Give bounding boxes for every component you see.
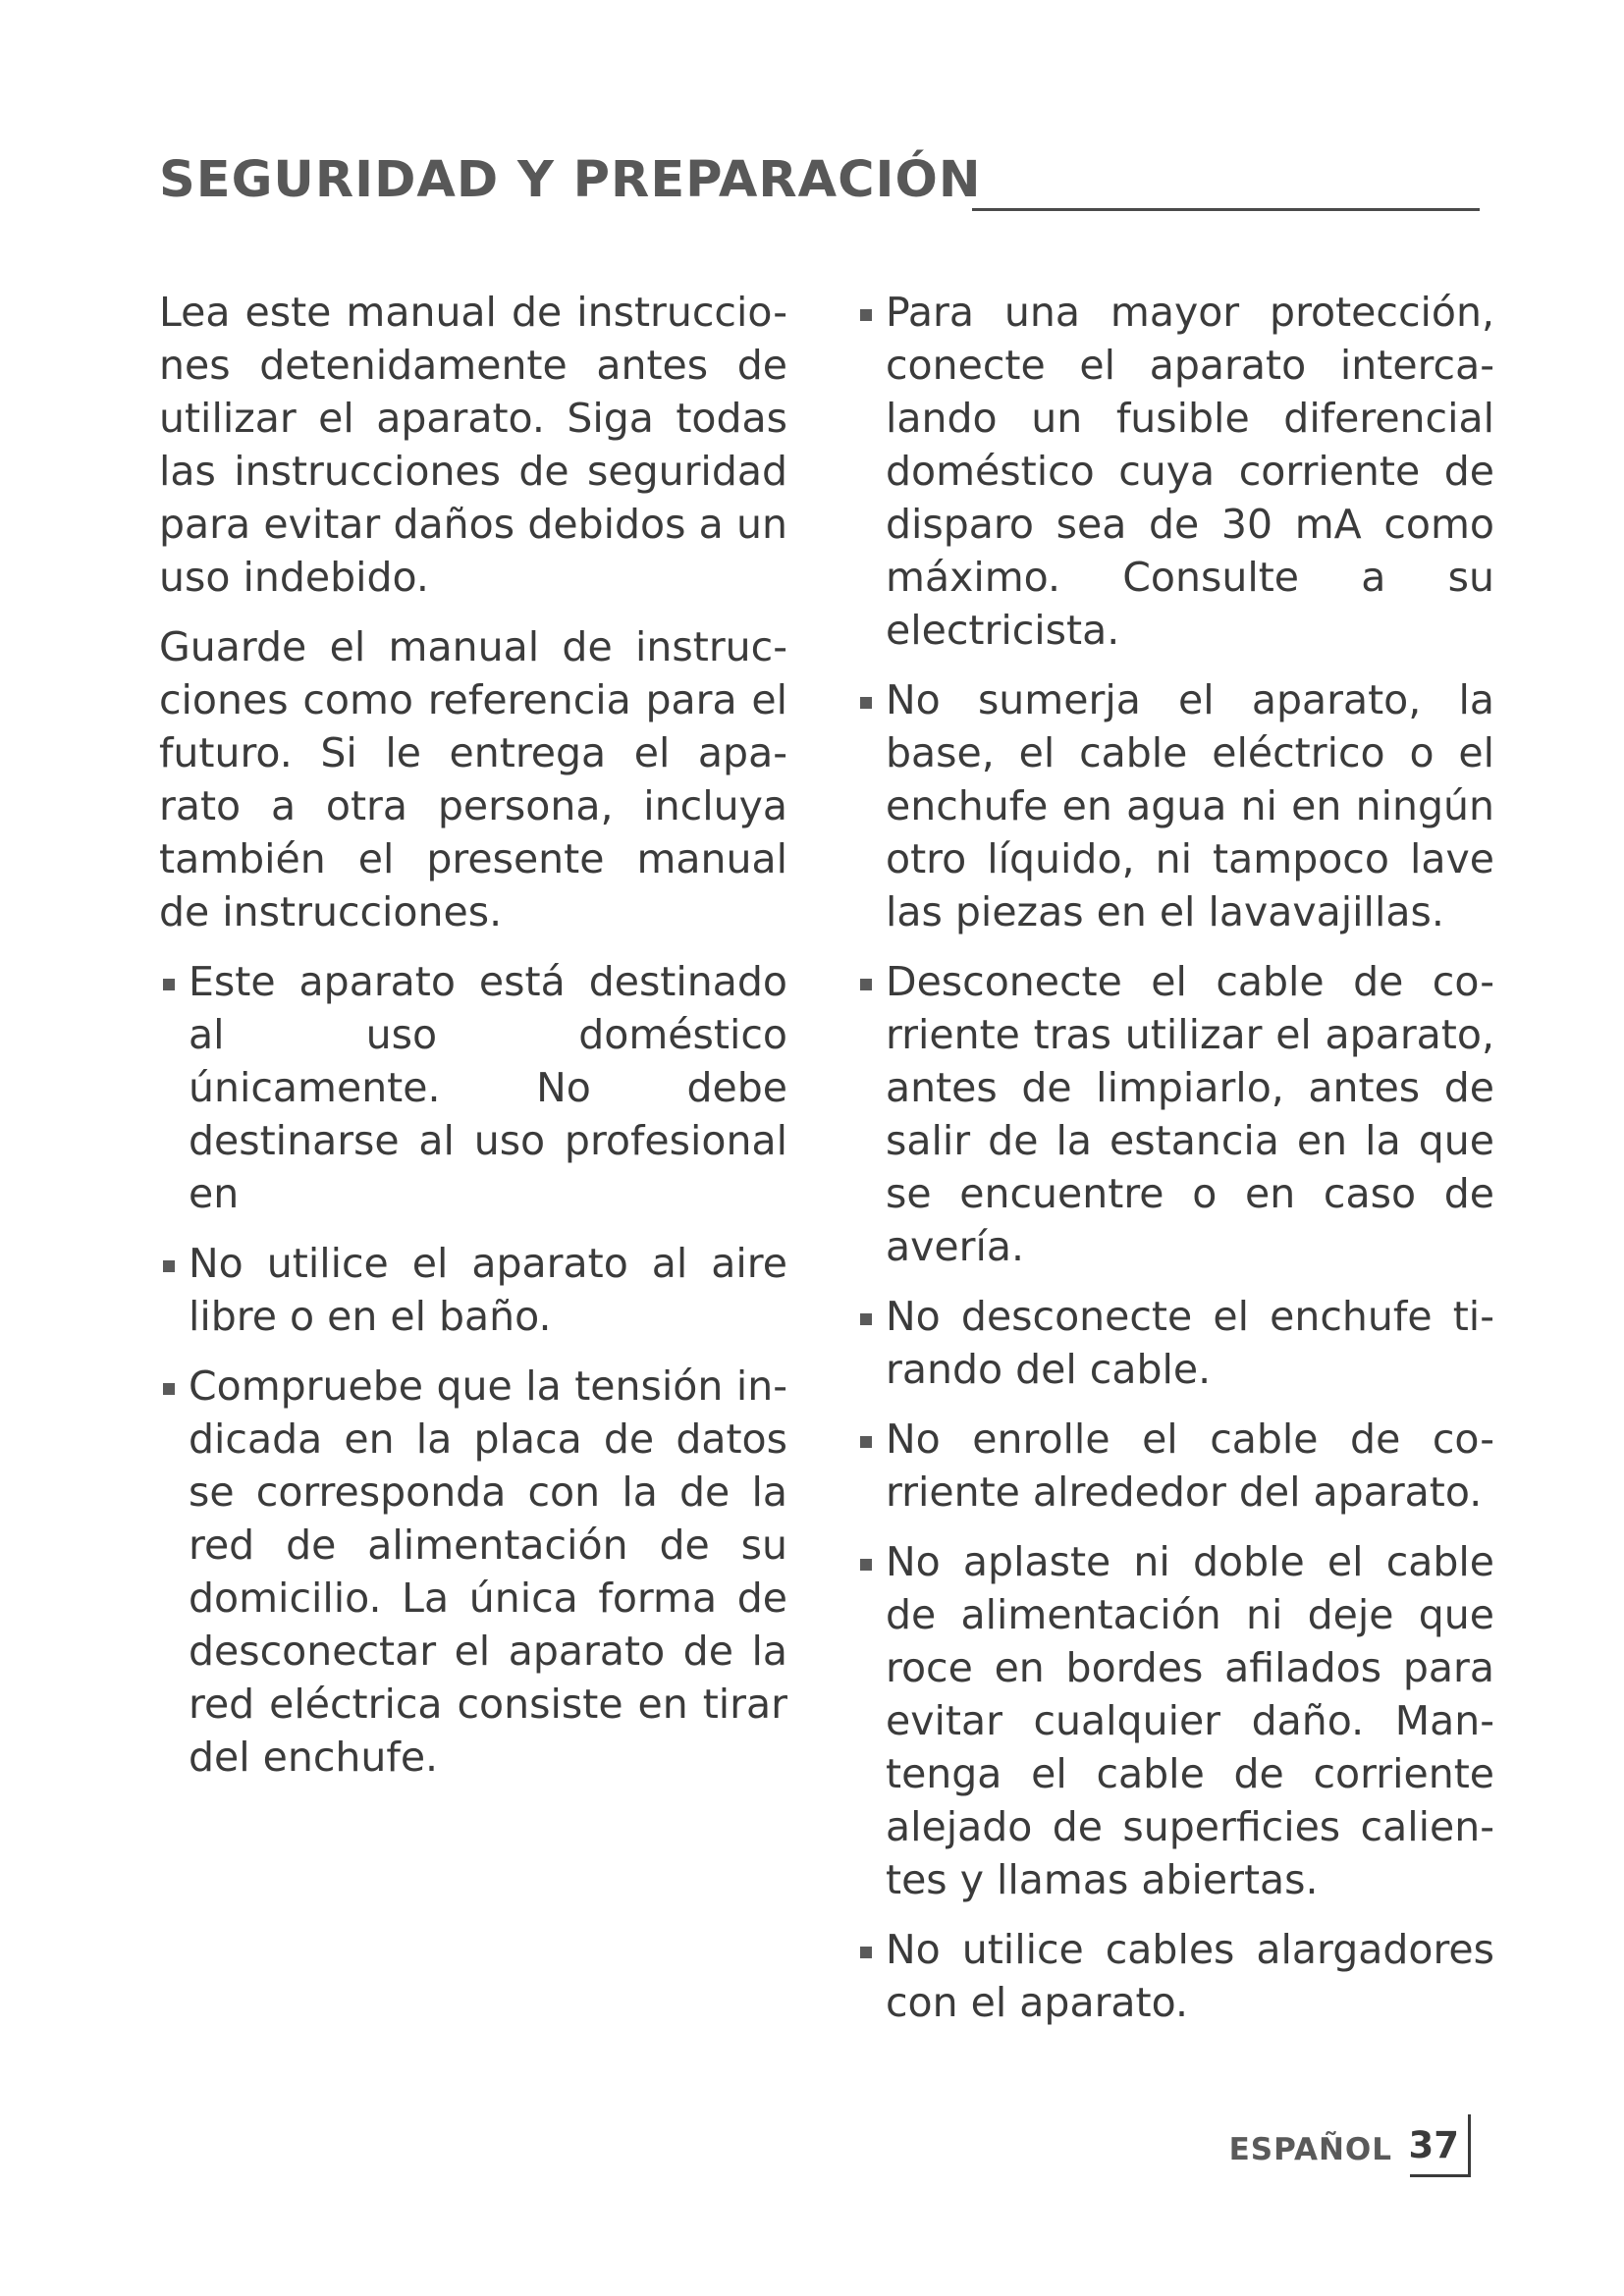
square-bullet-icon	[163, 979, 175, 990]
list-item	[856, 1290, 1494, 1396]
square-bullet-icon	[860, 697, 872, 709]
list-item	[856, 286, 1494, 657]
list-item-text: Compruebe que la tensión in-dicada en la placa de datos se corresponda con la de la red de alimentación de su domicilio. La única forma de desconectar el aparato de la red eléctrica consiste en tirar del enchufe.	[189, 1362, 787, 1781]
keep-manual-paragraph: Guarde el manual de instruc-ciones como referencia para el futuro. Si le entrega el apa-rato a otra persona, incluya también el presente manual de instrucciones.	[159, 623, 787, 935]
list-item-text: No aplaste ni doble el cable de alimentación ni deje que roce en bordes afilados para evitar cualquier daño. Man-tenga el cable de corriente alejado de superficies calien-tes y llamas abiertas.	[886, 1538, 1494, 1903]
page-number-underline	[1410, 2174, 1471, 2177]
square-bullet-icon	[860, 979, 872, 990]
list-item	[159, 1237, 787, 1343]
list-item	[856, 1923, 1494, 2029]
list-item	[159, 955, 787, 1220]
page-header	[159, 147, 1480, 226]
list-item-text: No desconecte el enchufe ti-rando del cable.	[886, 1293, 1494, 1393]
page-number-divider	[1468, 2114, 1471, 2177]
title-rule	[972, 208, 1480, 211]
list-item-text: No sumerja el aparato, la base, el cable eléctrico o el enchufe en agua ni en ningún otro líquido, ni tampoco lave las piezas en el lavavajillas.	[886, 676, 1494, 935]
intro-paragraph: Lea este manual de instruccio-nes detenidamente antes de utilizar el aparato. Siga todas las instrucciones de seguridad para evitar daños debidos a un uso indebido.	[159, 289, 787, 601]
square-bullet-icon	[860, 1559, 872, 1571]
list-item-text: Desconecte el cable de co-rriente tras utilizar el aparato, antes de limpiarlo, antes de salir de la estancia en la que se encuentre o en caso de avería.	[886, 958, 1494, 1270]
list-item	[159, 1360, 787, 1784]
square-bullet-icon	[163, 1383, 175, 1395]
list-item-text: Para una mayor protección, conecte el aparato interca-lando un fusible diferencial doméstico cuya corriente de disparo sea de 30 mA como máximo. Consulte a su electricista.	[886, 289, 1494, 654]
square-bullet-icon	[860, 1947, 872, 1958]
list-item-text: No utilice el aparato al aire libre o en el baño.	[189, 1240, 787, 1340]
square-bullet-icon	[860, 1436, 872, 1448]
right-column	[856, 286, 1494, 2046]
square-bullet-icon	[163, 1260, 175, 1272]
list-item	[856, 673, 1494, 938]
list-item	[856, 1535, 1494, 1906]
list-item-text: Este aparato está destinado al uso doméstico únicamente. No debe destinarse al uso profesional en	[189, 958, 787, 1217]
page-number: 37	[1408, 2124, 1459, 2166]
square-bullet-icon	[860, 309, 872, 321]
list-item-text: No utilice cables alargadores con el aparato.	[886, 1926, 1494, 2026]
page-title: SEGURIDAD Y PREPARACIÓN	[159, 151, 982, 209]
left-column	[159, 286, 787, 1800]
list-item	[856, 1413, 1494, 1519]
square-bullet-icon	[860, 1313, 872, 1325]
list-item	[856, 955, 1494, 1273]
footer-language: ESPAÑOL	[1228, 2132, 1392, 2167]
list-item-text: No enrolle el cable de co-rriente alrededor del aparato.	[886, 1415, 1494, 1516]
